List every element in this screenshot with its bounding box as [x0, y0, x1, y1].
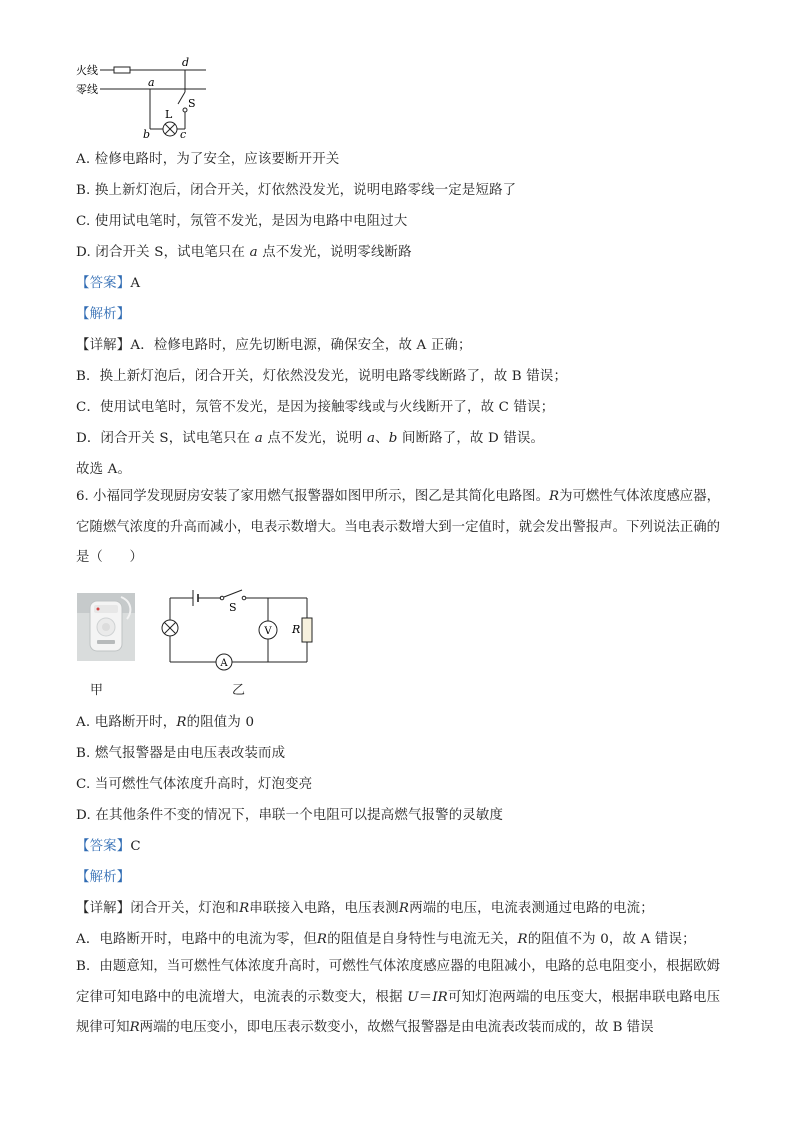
resistor-label: R	[292, 623, 301, 636]
point-a-label: a	[148, 76, 155, 89]
switch-label: S	[188, 97, 196, 110]
point-c-label: c	[180, 128, 187, 141]
q6-option-a: A. 电路断开时，R的阻值为 0	[76, 715, 255, 730]
switch-blade	[224, 590, 242, 597]
switch-blade	[178, 92, 185, 104]
q6-answer: 【答案】C	[76, 839, 141, 854]
q6-analysis-heading: 【解析】	[76, 870, 131, 885]
q6-stem: 6. 小福同学发现厨房安装了家用燃气报警器如图甲所示，图乙是其简化电路图。R为可燃性气体浓度感应器，它随燃气浓度的升高而减小，电表示数增大。当电表示数增大到一定值时，就会发出警报声。下列说法正确的是（ ）	[76, 489, 721, 565]
q5-option-c: C. 使用试电笔时，氖管不发光，是因为电路中电阻过大	[76, 214, 408, 229]
q6-option-d: D. 在其他条件不变的情况下，串联一个电阻可以提高燃气报警的灵敏度	[76, 808, 504, 823]
q5-detail-d: D．闭合开关 S，试电笔只在 a 点不发光，说明 a、b 间断路了，故 D 错误。	[76, 431, 545, 446]
switch-label: S	[229, 601, 237, 614]
neutral-wire-label: 零线	[76, 83, 98, 96]
fuse-icon	[114, 67, 130, 73]
q5-detail-b: B．换上新灯泡后，闭合开关，灯依然没发光，说明电路零线断路了，故 B 错误；	[76, 369, 568, 384]
point-b-label: b	[143, 128, 151, 141]
q6-detail-b: B．由题意知，当可燃性气体浓度升高时，可燃性气体浓度感应器的电阻减小，电路的总电阻变小，根据欧姆定律可知电路中的电流增大，电流表的示数变大，根据 U＝IR可知灯泡两端的电压变大，根据串联电路电压规律可知R两端的电压变小，即电压表示数变小，故燃气报警器是由电流表改装而成的，故 B 错误	[76, 959, 721, 1035]
household-circuit-diagram	[70, 52, 220, 142]
gas-sensor-resistor	[302, 618, 312, 642]
q5-option-d: D. 闭合开关 S，试电笔只在 a 点不发光，说明零线断路	[76, 245, 412, 260]
figure-yi-caption: 乙	[232, 683, 246, 698]
q5-detail-a: 【详解】A．检修电路时，应先切断电源，确保安全，故 A 正确；	[76, 338, 472, 353]
alarm-circuit-diagram	[155, 580, 325, 672]
q6-detail-a: A．电路断开时，电路中的电流为零，但R的阻值是自身特性与电流无关，R的阻值不为 0，故 A 错误；	[76, 932, 696, 947]
point-d-label: d	[182, 56, 190, 69]
live-wire-label: 火线	[76, 64, 98, 77]
q6-option-b: B. 燃气报警器是由电压表改装而成	[76, 746, 286, 761]
q5-conclusion: 故选 A。	[76, 462, 132, 477]
q5-detail-c: C．使用试电笔时，氖管不发光，是因为接触零线或与火线断开了，故 C 错误；	[76, 400, 555, 415]
q5-answer: 【答案】A	[76, 276, 141, 291]
ammeter-label: A	[220, 658, 228, 669]
voltmeter-label: V	[264, 626, 272, 637]
q6-option-c: C. 当可燃性气体浓度升高时，灯泡变亮	[76, 777, 313, 792]
lamp-label: L	[165, 108, 173, 121]
gas-alarm-photo	[77, 593, 135, 661]
q5-option-a: A. 检修电路时，为了安全，应该要断开开关	[76, 152, 340, 167]
q5-analysis-heading: 【解析】	[76, 307, 131, 322]
q5-option-b: B. 换上新灯泡后，闭合开关，灯依然没发光，说明电路零线一定是短路了	[76, 183, 517, 198]
q6-detail-intro: 【详解】闭合开关，灯泡和R串联接入电路，电压表测R两端的电压，电流表测通过电路的电流；	[76, 901, 654, 916]
figure-jia-caption: 甲	[90, 683, 104, 698]
